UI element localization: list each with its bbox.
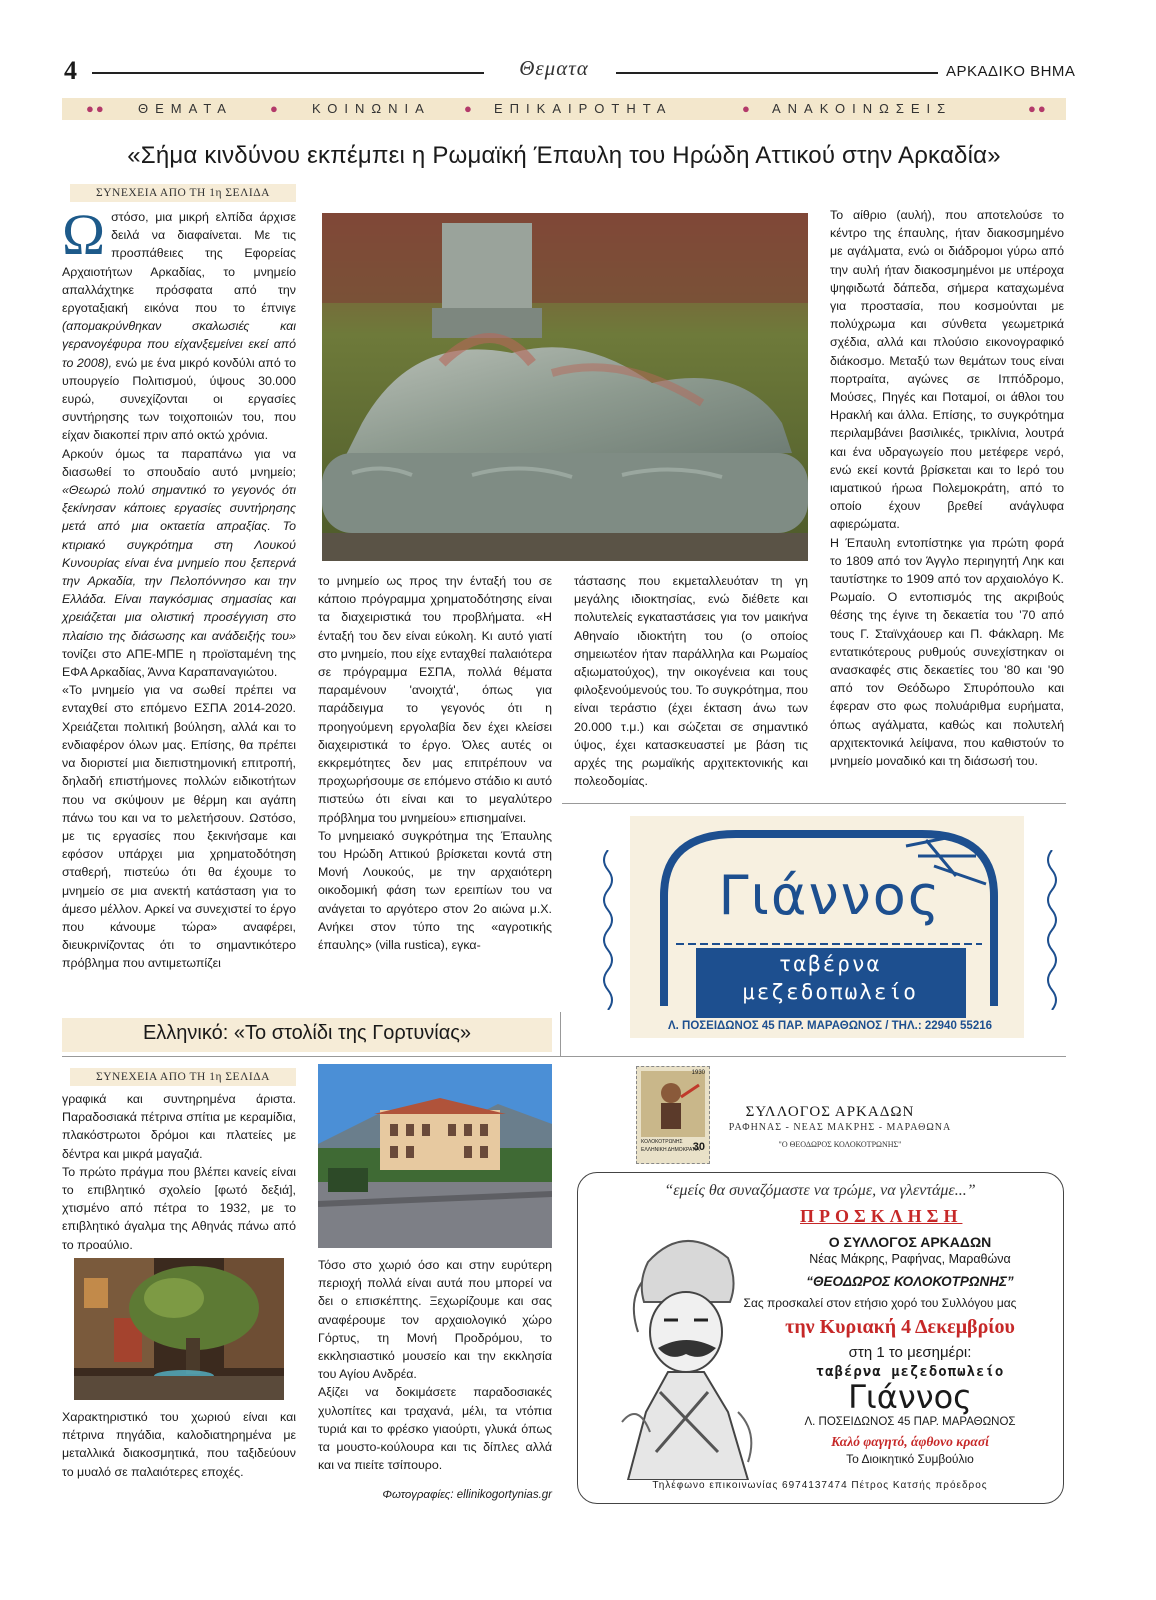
org-name: ΣΥΛΛΟΓΟΣ ΑΡΚΑΔΩΝ	[745, 1104, 915, 1120]
invites-text: Σας προσκαλεί στον ετήσιο χορό του Συλλόγου μας	[743, 1296, 1017, 1310]
school-photo	[318, 1064, 552, 1248]
contact: Τηλέφωνο επικοινωνίας 6974137474 Πέτρος Κατσής πρόεδρος	[652, 1480, 988, 1491]
article2-column-1b: Χαρακτηριστικό του χωριού είναι και πέτρινα πηγάδια, καλοδιατηρημένα με μεταλλικά διακοσμητικά, που ταξιδεύουν το μυαλό σε παλαιότερες εποχές.	[62, 1410, 296, 1479]
stamp-name: ΚΟΛΟΚΟΤΡΩΝΗΣ	[641, 1139, 683, 1145]
bullet-icon: ●●	[1028, 101, 1048, 116]
continued-label: ΣΥΝΕΧΕΙΑ ΑΠΟ ΤΗ 1η ΣΕΛΙΔΑ	[70, 184, 296, 202]
article2-title: Ελληνικό: «Το στολίδι της Γορτυνίας»	[142, 1022, 472, 1044]
section-title: Θεματα	[519, 56, 589, 80]
invitation-heading: ΠΡΟΣΚΛΗΣΗ	[800, 1206, 963, 1226]
article2-column-1a: γραφικά και συντηρημένα άριστα. Παραδοσιακά πέτρινα σπίτια με κεραμίδια, πλακόστρωτοι δρόμοι και πλατείες με δέντρα και μικρά μαγαζιά. Το πρώτο πράγμα που βλέπει κανείς είναι το επιβλητικό σχολείο [φωτό δεξιά], χτισμένο από πέτρα το 1932, με το επιβλητικό άγαλμα της Αθηνάς πάνω από το προαύλιο.	[62, 1092, 296, 1252]
topics-bar-items	[62, 98, 1066, 120]
bullet-icon: ●	[742, 101, 757, 116]
event-date: την Κυριακή 4 Δεκεμβρίου	[785, 1316, 1015, 1338]
club-title: Ο ΣΥΛΛΟΓΟΣ ΑΡΚΑΔΩΝ	[828, 1234, 992, 1250]
venue-name: Γιάννος	[848, 1378, 972, 1416]
article-column-3: τάστασης που εκμεταλλευόταν τη γη μεγάλης ιδιοκτησίας, ενώ διέθετε και πολυτελείς εγκαταστάσεις για τον μαικήνα Αθηναίο ιδιοκτήτη του (ο οποίος σημειωτέον ήταν παράλληλα και Ρωμαίος αξιωματούχος), την οικογένεια και τους φιλοξενούμενούς του. Το συγκρότημα, που είναι τεράστιο (έχει έκταση άνω των 20.000 τ.μ.) και σώζεται σε σημαντικό ύψος, έχει κατασκευαστεί με βάση τις αρχές της ρωμαϊκής αρχιτεκτονικής και πολεοδομίας.	[574, 574, 808, 789]
stamp-year: 1930	[691, 1070, 705, 1076]
kolokotronis-portrait	[598, 1222, 770, 1480]
photo-credit: Φωτογραφίες: ellinikogortynias.gr	[382, 1489, 552, 1501]
article-title: «Σήμα κινδύνου εκπέμπει η Ρωμαϊκή Έπαυλη του Ηρώδη Αττικού στην Αρκαδία»	[127, 142, 1001, 169]
header-rule-left	[92, 72, 484, 74]
page-number: 4	[64, 56, 77, 85]
village-square-photo	[74, 1258, 284, 1400]
header-rule-right	[616, 72, 938, 74]
org-sub: "Ο ΘΕΟΔΩΡΟΣ ΚΟΛΟΚΟΤΡΩΝΗΣ"	[778, 1140, 902, 1149]
bullet-icon: ●	[464, 101, 479, 116]
article-column-1: Ω στόσο, μια μικρή ελπίδα άρχισε δειλά να διαφαίνεται. Με τις προσπάθειες της Εφορείας Αρχαιοτήτων Αρκαδίας, το μνημείο απαλλάχτηκε πρόσφατα από την εργοταξιακή εικόνα που το έπνιγε (απομακρύνθηκαν σκαλωσιές και γερανογέφυρα που είχανξεμείνει εκεί από το 2008), ενώ με ένα μικρό κονδύλι από το υπουργείο Πολιτισμού, ύψους 30.000 ευρώ, συνεχίζονται οι εργασίες συντήρησης των τοιχοποιιών του, που είχαν διακοπεί πριν από οκτώ χρόνια. Αρκούν όμως τα παραπάνω για να διασωθεί το σπουδαίο αυτό μνημείο; «Θεωρώ πολύ σημαντικό το γεγονός ότι ξεκίνησαν κάποιες εργασίες συντήρησης μετά από μια οκταετία απραξίας. Το κτιριακό συγκρότημα στη Λουκού Κυνουρίας είναι ένα μνημείο που ξεπερνά την Αρκαδία, την Πελοπόννησο και την Ελλάδα. Είναι παγκόσμιας σημασίας και χρειάζεται μια ολιστική προσέγγιση στο πλαίσιο της διάσωσης και ανάδειξής του» τονίζει στο ΑΠΕ-ΜΠΕ η προϊσταμένη της ΕΦΑ Αρκαδίας, Άννα Καραπαναγιώτου. «Το μνημείο για να σωθεί πρέπει να ενταχθεί στο επόμενο ΕΣΠΑ 2014-2020. Χρειάζεται πολιτική βούληση, αλλά και το ενδιαφέρον όλων μας. Επίσης, θα πρέπει να διοριστεί μια διεπιστημονική επιτροπή, δηλαδή επιστήμονες πολλών ειδικοτήτων που να σκύψουν με θέρμη και αγάπη πάνω του και να το μελετήσουν. Ωστόσο, με τις εργασίες που ξεκινήσαμε και εφόσον υπάρχει μια χρηματοδότηση σταθερή, πιστεύω ότι θα έχουμε το μνημείο σε μια ανεκτή κατάσταση για το άμεσο μέλλον. Αρκεί να συνεχιστεί το έργο που κάνουμε τώρα» αναφέρει, διευκρινίζοντας ότι το σημαντικότερο πρόβλημα που αντιμετωπίζει	[62, 202, 296, 971]
invitation-quote: “εμείς θα συναζόμαστε να τρώμε, να γλεντάμε...”	[664, 1182, 976, 1199]
org-places: ΡΑΦΗΝΑΣ - ΝΕΑΣ ΜΑΚΡΗΣ - ΜΑΡΑΘΩΝΑ	[728, 1122, 952, 1133]
ad-giannos-line1: ταβέρνα	[778, 952, 882, 976]
board: Το Διοικητικό Συμβούλιο	[846, 1452, 974, 1466]
stamp-value: 30	[692, 1141, 705, 1153]
club-name: “ΘΕΟΔΩΡΟΣ ΚΟΛΟΚΟΤΡΩΝΗΣ”	[806, 1274, 1014, 1289]
topic-item[interactable]: ΑΝΑΚΟΙΝΩΣΕΙΣ	[772, 101, 953, 116]
divider	[560, 1012, 561, 1056]
ad-giannos	[600, 820, 1060, 1040]
dropcap: Ω	[62, 202, 106, 267]
event-time: στη 1 το μεσημέρι:	[848, 1344, 972, 1361]
divider	[562, 803, 1066, 804]
topic-item[interactable]: ΕΠΙΚΑΙΡΟΤΗΤΑ	[494, 101, 673, 116]
stamp	[636, 1066, 710, 1164]
article-column-2: το μνημείο ως προς την ένταξή του σε κάποιο πρόγραμμα χρηματοδότησης είναι τα διαχειριστικά του προβλήματα. «Η ένταξή του δεν είναι εύκολη. Κι αυτό γιατί στο μνημείο, που είχε ενταχθεί παλαιότερα σε πρόγραμμα ΕΣΠΑ, πολλά θέματα παραμένουν 'ανοιχτά', όπως για παράδειγμα το γεγονός ότι η προηγούμενη εργολαβία δεν έχει κλείσει διαχειριστικά το έργο. Όλες αυτές οι εκκρεμότητες δεν μας επιτρέπουν να προχωρήσουμε σε επόμενο στάδιο κι αυτό πιστεύω ότι είναι και το μεγαλύτερο πρόβλημα του μνημείου» επισημαίνει. Το μνημειακό συγκρότημα της Έπαυλης του Ηρώδη Αττικού βρίσκεται κοντά στη Μονή Λουκούς, με την αρχαιότερη οικοδομική φάση των ερειπίων του να ανάγεται το αργότερο στον 2ο αιώνα μ.Χ. Ανήκει στον τύπο της «αγροτικής έπαυλης» (villa rustica), εγκα-	[318, 574, 552, 953]
continued-label: ΣΥΝΕΧΕΙΑ ΑΠΟ ΤΗ 1η ΣΕΛΙΔΑ	[70, 1068, 296, 1086]
bullet-icon: ●●	[86, 101, 106, 116]
club-places: Νέας Μάκρης, Ραφήνας, Μαραθώνα	[809, 1252, 1011, 1266]
ad-giannos-name: Γιάννος	[718, 864, 942, 927]
paper-name: ΑΡΚΑΔΙΚΟ ΒΗΜΑ	[946, 63, 1076, 80]
venue-address: Λ. ΠΟΣΕΙΔΩΝΟΣ 45 ΠΑΡ. ΜΑΡΑΘΩΝΟΣ	[804, 1416, 1016, 1428]
topic-item[interactable]: ΘΕΜΑΤΑ	[138, 101, 233, 116]
venue-type: ταβέρνα μεζεδοπωλείο	[815, 1364, 1005, 1380]
slogan: Καλό φαγητό, άφθονο κρασί	[831, 1434, 989, 1449]
bullet-icon: ●	[270, 101, 285, 116]
statue-photo	[322, 213, 808, 561]
article2-column-2: Τόσο στο χωριό όσο και στην ευρύτερη περιοχή πολλά είναι αυτά που μπορεί να δει ο επισκέπτης. Ξεχωρίζουμε και σας αναφέρουμε τον αρχαιολογικό χώρο Γόρτυς, τη Μονή Προδρόμου, το εκκλησιαστικό μουσείο και την εκκλησία του Αγίου Ανδρέα. Αξίζει να δοκιμάσετε παραδοσιακές χυλοπίτες και τραχανά, μέλι, τα ντόπια τυριά και το φρέσκο γιαούρτι, γλυκά όπως τα μουστο-κούλουρα και τις δίπλες αλλά και να πιείτε τσίπουρο.	[318, 1258, 552, 1473]
stamp-label: ΕΛΛΗΝΙΚΗ ΔΗΜΟΚΡΑΤΙΑ	[641, 1147, 700, 1153]
topic-item[interactable]: ΚΟΙΝΩΝΙΑ	[312, 101, 431, 116]
ad-giannos-line2: μεζεδοπωλείο	[742, 980, 918, 1004]
divider	[62, 1056, 1066, 1057]
ad-giannos-address: Λ. ΠΟΣΕΙΔΩΝΟΣ 45 ΠΑΡ. ΜΑΡΑΘΩΝΟΣ / ΤΗΛ.: 22940 55216	[667, 1020, 993, 1032]
article-column-4: Το αίθριο (αυλή), που αποτελούσε το κέντρο της έπαυλης, ήταν διακοσμημένο με αγάλματα, ενώ οι διάδρομοι γύρω από την αυλή ήταν διακοσμημένοι με υπέροχα ψηφιδωτά δάπεδα, σήμερα καταχωμένα για προστασία, που κοσμούνται με πολύχρωμα και σύνθετα γεωμετρικά σχέδια, αλλά και πλούσιο εικονογραφικό διάκοσμο. Μεταξύ των θεμάτων τους είναι πορτραίτα, αγώνες σε Ιππόδρομο, Μούσες, Πηγές και Ποταμοί, οι άθλοι του Ηρακλή και άλλα. Επίσης, το συγκρότημα περιλαμβάνει βασιλικές, τρικλίνια, λουτρά και ένα υδραγωγείο που μετέφερε νερό, ενώ εκεί κοντά βρίσκεται και το Ιερό του ιαματικού ήρωα Πολεμοκράτη, από το οποίο έχουν βρεθεί ανάγλυφα αφιερώματα. Η Έπαυλη εντοπίστηκε για πρώτη φορά το 1809 από τον Άγγλο περιηγητή Ληκ και ταυτίστηκε το 1909 από τον αρχαιολόγο Κ. Ρωμαίο. Ο εντοπισμός της ακριβούς θέσης της έγινε τη δεκαετία του '70 από τους Γ. Σταϊνχάουερ και Π. Φάκλαρη. Με εντατικότερους ρυθμούς συνεχίστηκαν οι ανασκαφές στις δεκαετίες του '80 και '90 από τον Θεόδωρο Σπυρόπουλο και έφεραν στο φως πολυάριθμα ευρήματα, όπως αγάλματα, καθώς και πολυτελή αρχιτεκτονικά λείψανα, που καθιστούν το μνημείο μοναδικό και τη διάσωσή του.	[830, 208, 1064, 769]
